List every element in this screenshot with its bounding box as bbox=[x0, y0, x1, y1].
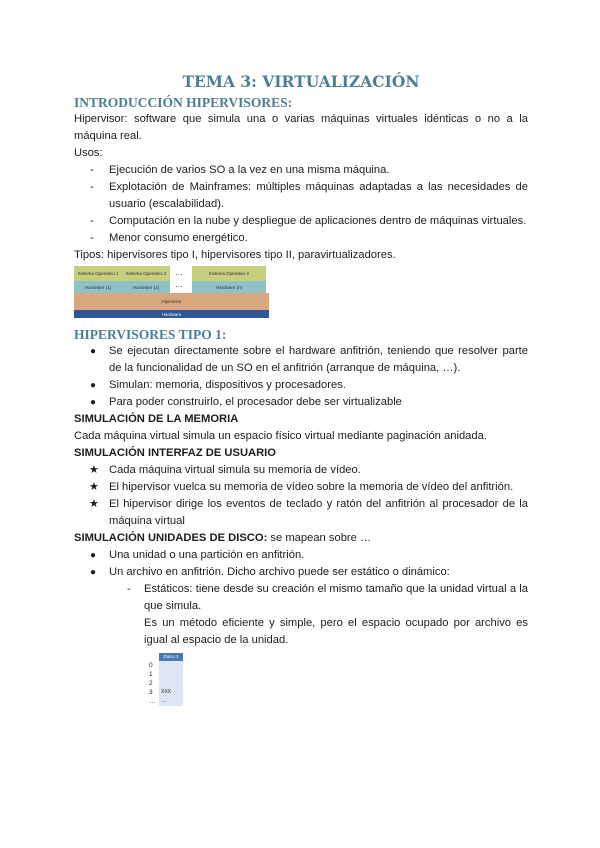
document-page bbox=[74, 72, 528, 711]
list-item: - Estáticos: tiene desde su creación el mismo tamaño que la unidad virtual a la que simula. bbox=[127, 583, 528, 612]
interfaz-list bbox=[74, 462, 528, 530]
diagram-hw-2: Hardware (2) bbox=[122, 281, 170, 293]
tipo1-list bbox=[74, 343, 528, 411]
interfaz-heading: SIMULACIÓN INTERFAZ DE USUARIO bbox=[74, 447, 276, 459]
table-row: 1 bbox=[147, 670, 187, 679]
usos-label: Usos: bbox=[74, 147, 103, 159]
list-item: - Explotación de Mainframes: múltiples máquinas adaptadas a las necesidades de usuario (escalabilidad). bbox=[90, 181, 528, 210]
disco-list bbox=[74, 547, 528, 581]
list-item: ● Para poder construirlo, el procesador debe ser virtualizable bbox=[90, 396, 402, 408]
list-item: ★ El hipervisor vuelca su memoria de vídeo sobre la memoria de vídeo del anfitrión. bbox=[89, 481, 514, 493]
diagram-os-2: Sistema Operativo 2 bbox=[122, 266, 170, 281]
disk-table-header: Disco 1 bbox=[159, 653, 183, 661]
table-row: 0 bbox=[147, 661, 187, 670]
disk-table bbox=[147, 653, 207, 711]
list-item: ● Un archivo en anfitrión. Dicho archivo puede ser estático o dinámico: bbox=[90, 566, 450, 578]
list-item: - Ejecución de varios SO a la vez en una misma máquina. bbox=[90, 164, 390, 176]
hypervisor-diagram bbox=[74, 266, 269, 322]
diagram-ellipsis: … bbox=[175, 268, 183, 277]
disco-heading-line bbox=[74, 530, 528, 547]
diagram-hypervisor: Hipervisor bbox=[74, 293, 269, 310]
disco-heading-rest: se mapean sobre … bbox=[267, 532, 372, 544]
diagram-ellipsis: … bbox=[175, 280, 183, 289]
table-row: 2 bbox=[147, 679, 187, 688]
disco-sub-list bbox=[74, 581, 528, 615]
memoria-text: Cada máquina virtual simula un espacio físico virtual mediante paginación anidada. bbox=[74, 430, 487, 442]
disco-sub-note: Es un método eficiente y simple, pero el espacio ocupado por archivo es igual al espacio de la unidad. bbox=[144, 617, 528, 646]
usos-list bbox=[74, 162, 528, 247]
list-item: ★ Cada máquina virtual simula su memoria de vídeo. bbox=[89, 464, 361, 476]
intro-heading: INTRODUCCIÓN HIPERVISORES: bbox=[74, 95, 293, 110]
memoria-heading: SIMULACIÓN DE LA MEMORIA bbox=[74, 413, 239, 425]
diagram-hardware: Hardware bbox=[74, 310, 269, 318]
disco-heading: SIMULACIÓN UNIDADES DE DISCO: bbox=[74, 532, 268, 544]
list-item: - Menor consumo energético. bbox=[90, 232, 248, 244]
list-item: ★ El hipervisor dirige los eventos de teclado y ratón del anfitrión al procesador de la máquina virtual bbox=[89, 498, 528, 527]
diagram-os-1: Sistema Operativo 1 bbox=[74, 266, 122, 281]
list-item: ● Una unidad o una partición en anfitrión. bbox=[90, 549, 305, 561]
hypervisor-definition: Hipervisor: software que simula una o varias máquinas virtuales idénticas o no a la máquina real. bbox=[74, 113, 528, 142]
page-title: TEMA 3: VIRTUALIZACIÓN bbox=[182, 72, 420, 91]
list-item: ● Simulan: memoria, dispositivos y procesadores. bbox=[90, 379, 346, 391]
table-row: 3 XXX bbox=[147, 688, 187, 697]
list-item: - Computación en la nube y despliegue de aplicaciones dentro de máquinas virtuales. bbox=[90, 215, 527, 227]
table-row: … … bbox=[147, 697, 187, 706]
diagram-hw-1: Hardware (1) bbox=[74, 281, 122, 293]
tipo1-heading: HIPERVISORES TIPO 1: bbox=[74, 327, 227, 342]
diagram-os-n: Sistema Operativo n bbox=[192, 266, 266, 281]
tipos-line: Tipos: hipervisores tipo I, hipervisores tipo II, paravirtualizadores. bbox=[74, 249, 396, 261]
list-item: ● Se ejecutan directamente sobre el hardware anfitrión, teniendo que resolver parte de la funcionalidad de un SO en el anfitrión (arranque de máquina, …). bbox=[90, 345, 528, 374]
diagram-hw-n: Hardware (n) bbox=[192, 281, 266, 293]
